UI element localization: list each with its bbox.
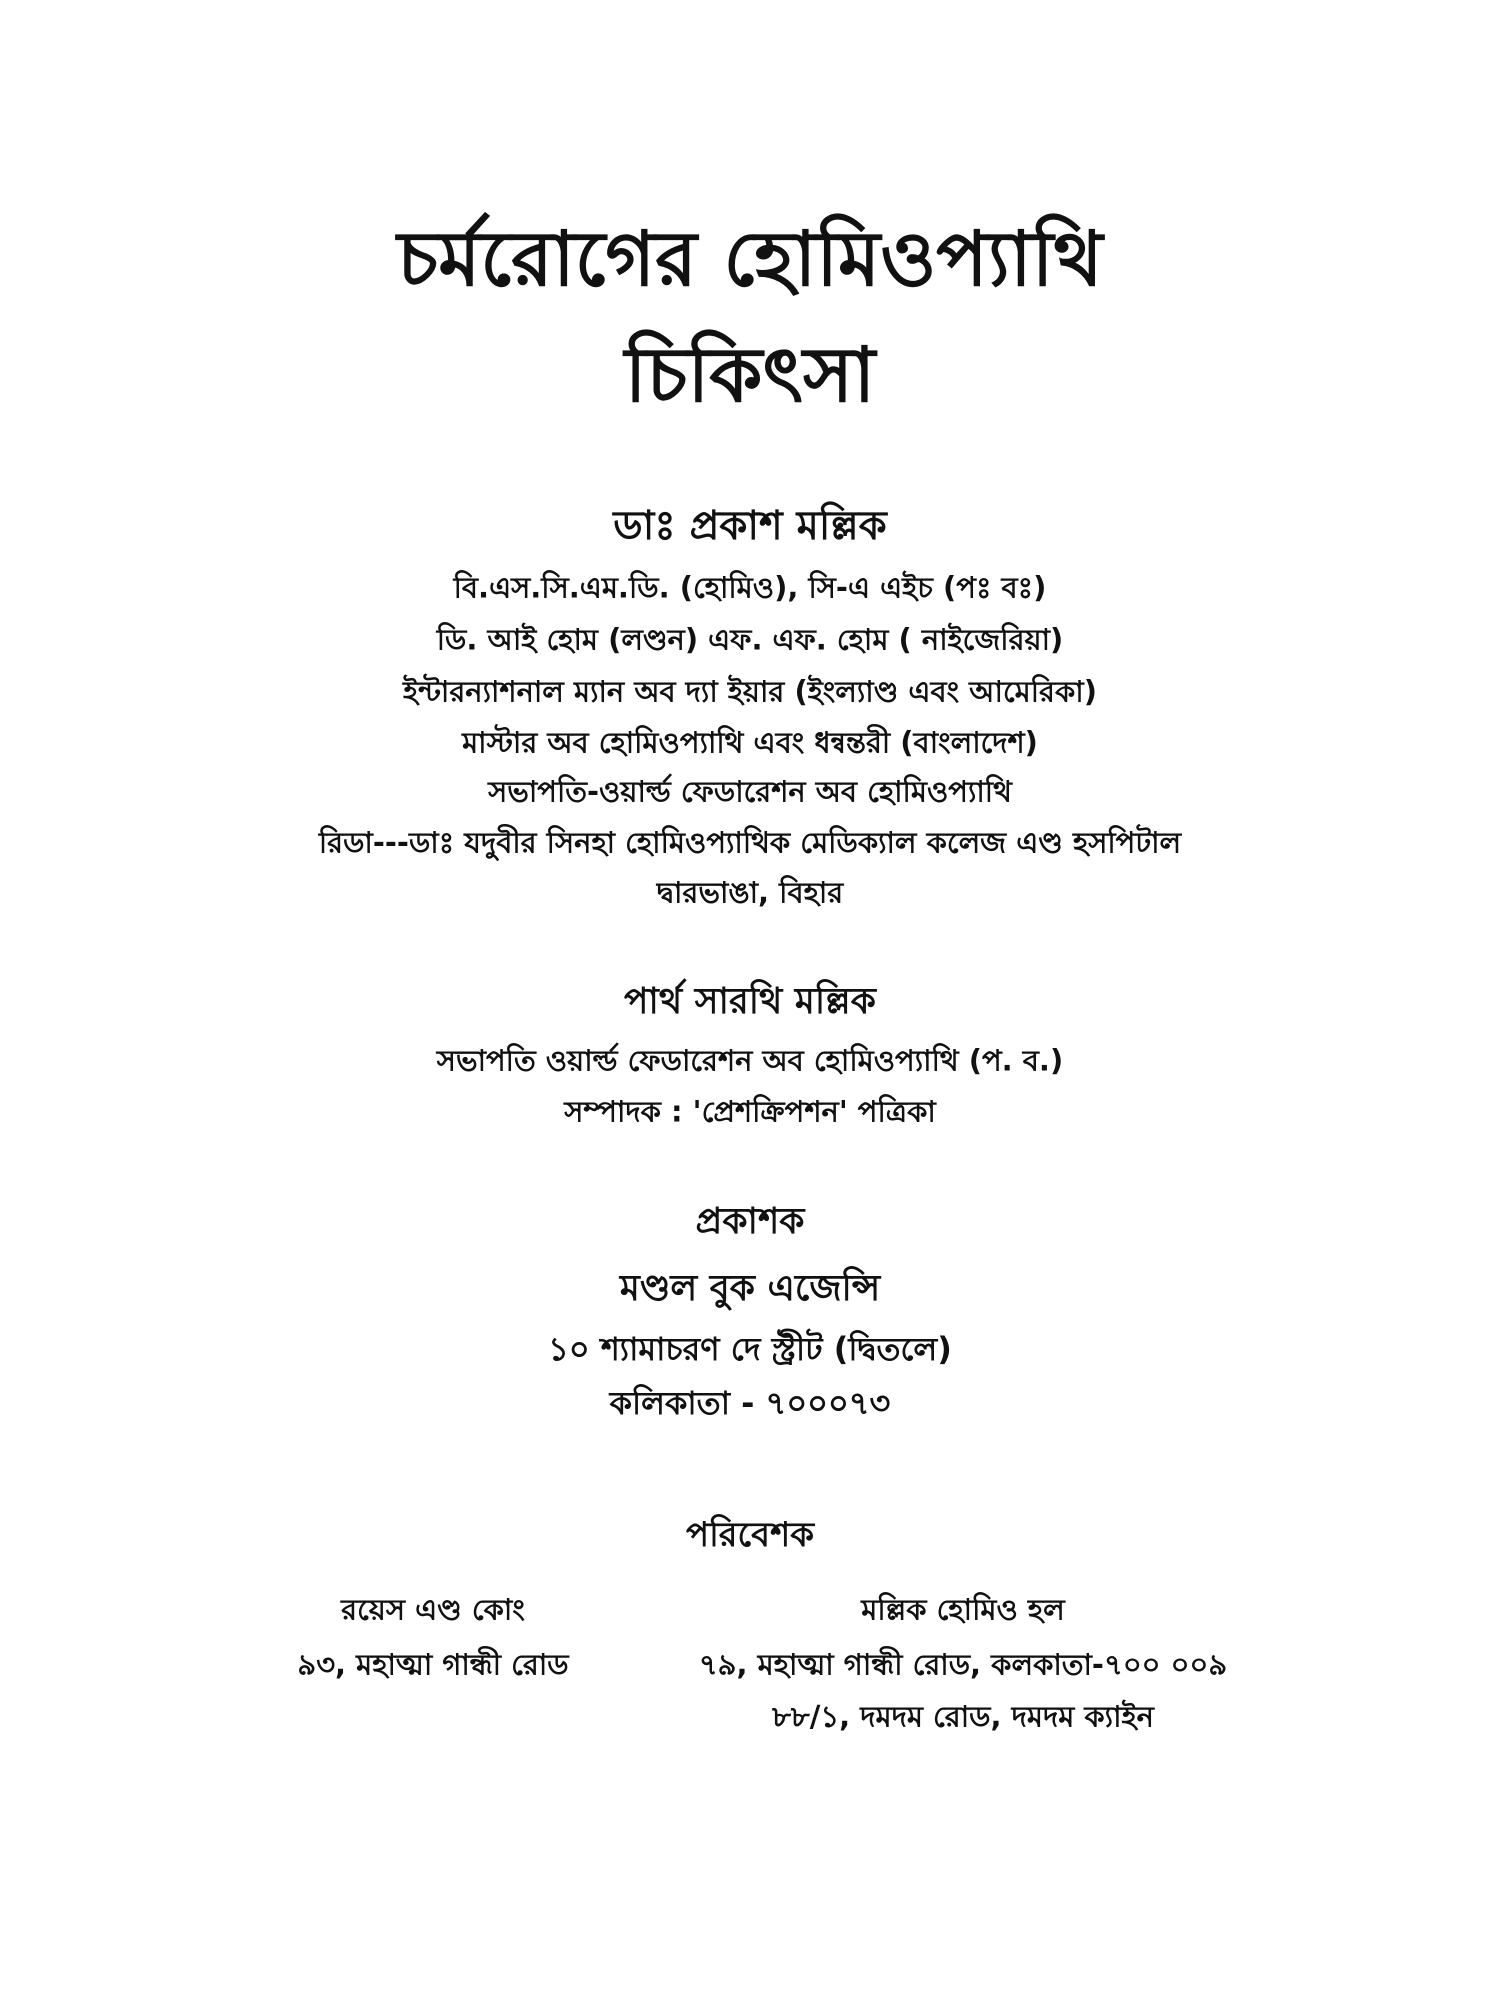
publisher-city: কলিকাতা - ৭০০০৭৩ (609, 1384, 891, 1422)
author2-name: পার্থ সারথি মল্লিক (624, 981, 876, 1022)
book-title-line2: চিকিৎসা (624, 330, 876, 419)
publisher-name: মণ্ডল বুক এজেন্সি (619, 1268, 881, 1309)
publisher-heading: প্রকাশক (695, 1201, 805, 1242)
author1-credential: ইন্টারন্যাশনাল ম্যান অব দ্যা ইয়ার (ইংল্যাণ্ড এবং আমেরিকা) (403, 674, 1097, 709)
author1-credential: মাস্টার অব হোমিওপ্যাথি এবং ধন্বন্তরী (বাংলাদেশ) (462, 725, 1038, 760)
distributor-left-name: রয়েস এণ্ড কোং (341, 1592, 525, 1627)
author1-credential: ডি. আই হোম (লণ্ডন) এফ. এফ. হোম ( নাইজেরিয়া) (436, 622, 1064, 657)
author1-credential: রিডা---ডাঃ যদুবীর সিনহা হোমিওপ্যাথিক মেডিক্যাল কলেজ এণ্ড হসপিটাল (318, 825, 1182, 860)
distributor-heading: পরিবেশক (686, 1515, 814, 1555)
author1-credential: সভাপতি-ওয়ার্ল্ড ফেডারেশন অব হোমিওপ্যাথি (488, 774, 1012, 809)
book-title-line1: চর্মরোগের হোমিওপ্যাথি (397, 214, 1103, 303)
distributor-right-address2: ৮৮/১, দমদম রোড, দমদম ক্যাইন (772, 1699, 1154, 1734)
author2-credential: সভাপতি ওয়ার্ল্ড ফেডারেশন অব হোমিওপ্যাথি (প. ব.) (436, 1043, 1064, 1078)
author1-credential: দ্বারভাঙা, বিহার (656, 875, 844, 910)
distributor-right-address1: ৭৯, মহাত্মা গান্ধী রোড, কলকাতা-৭০০ ০০৯ (698, 1647, 1228, 1682)
publisher-address: ১০ শ্যামাচরণ দে স্ট্রীট (দ্বিতলে) (548, 1330, 952, 1368)
author1-credential: বি.এস.সি.এম.ডি. (হোমিও), সি-এ এইচ (পঃ বঃ) (453, 570, 1047, 605)
author2-credential: সম্পাদক : 'প্রেশক্রিপশন' পত্রিকা (564, 1094, 936, 1129)
author1-name: ডাঃ প্রকাশ মল্লিক (613, 503, 887, 549)
distributor-right-name: মল্লিক হোমিও হল (861, 1592, 1065, 1627)
distributor-left-address: ৯৩, মহাত্মা গান্ধী রোড (297, 1647, 569, 1682)
